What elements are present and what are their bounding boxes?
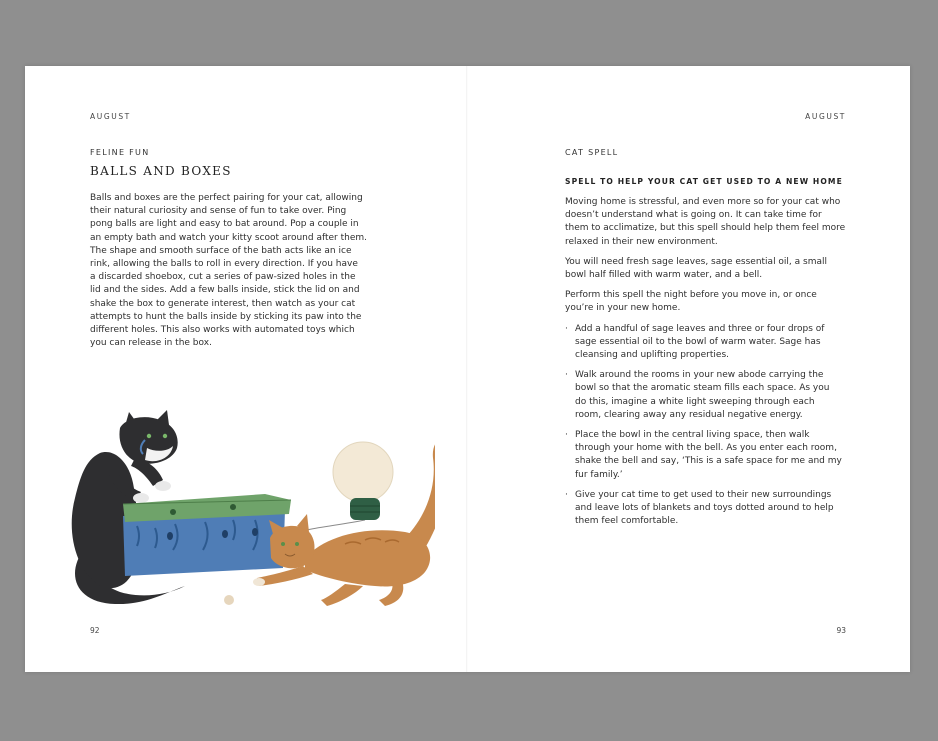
body-line: them to acclimatize, but this spell should help them feel more [565,223,846,234]
page-number-right: 93 [836,626,846,635]
body-line: through your home with the bell. As you enter each room, [575,443,837,454]
body-line: Moving home is stressful, and even more so for your cat who [565,197,841,207]
body-line: an empty bath and watch your kitty scoot around after them. [90,232,367,243]
left-page [25,66,467,672]
running-head-right: AUGUST [805,112,846,121]
list-item [565,323,847,363]
body-text-right [565,196,847,535]
body-text-left [90,192,372,350]
body-line: lid and the sides. Add a few balls inside, stick the lid on and [90,285,360,296]
body-line: Place the bowl in the central living space, then walk [575,430,810,441]
body-line: You will need fresh sage leaves, sage essential oil, a small [565,256,828,267]
body-line: attempts to hunt the balls inside by sticking its paw into the [90,311,362,322]
body-line: room, clearing away any residual negative energy. [575,409,803,420]
book-spread [25,66,910,672]
body-line: bowl so that the aromatic steam fills each space. As you [575,383,830,394]
section-label-cat-spell: CAT SPELL [565,148,619,157]
body-line: sage essential oil to the bowl of warm water. Sage has [575,336,821,347]
body-line: Add a handful of sage leaves and three or four drops of [575,323,825,334]
body-line: their natural curiosity and sense of fun to take over. Ping [90,206,347,217]
body-line: you can release in the box. [90,338,212,349]
bullet-icon: · [565,489,568,500]
body-line: and leave lots of blankets and toys dotted around to help [575,503,834,514]
list-item [565,429,847,482]
right-page [467,66,910,672]
body-line: a discarded shoebox, cut a series of paw-sized holes in the [90,272,356,283]
spell-steps-list [565,323,847,529]
body-line: Walk around the rooms in your new abode carrying the [575,370,824,381]
body-line: doesn’t understand what is going on. It can take time for [565,210,822,221]
body-line: different holes. This also works with automated toys which [90,325,355,336]
body-line: shake the bell and say, ‘This is a safe space for me and my [575,456,842,467]
body-line: The shape and smooth surface of the bath acts like an ice [90,245,352,256]
bullet-icon: · [565,323,568,334]
ginger-cat-tail [405,439,435,548]
lamp-base [350,498,380,520]
body-line: bowl half filled with warm water, and a bell. [565,270,763,281]
spell-heading: SPELL TO HELP YOUR CAT GET USED TO A NEW HOME [565,177,843,186]
ping-pong-ball-icon [224,595,234,605]
body-line: Perform this spell the night before you move in, or once [565,290,817,301]
list-item [565,489,847,529]
bullet-icon: · [565,430,568,441]
list-item [565,369,847,422]
paragraph [565,196,847,249]
body-line: you’re in your new home. [565,303,681,314]
body-line: cleansing and uplifting properties. [575,350,729,361]
body-line: Balls and boxes are the perfect pairing for your cat, allowing [90,193,363,203]
running-head-left: AUGUST [90,112,131,121]
section-label-feline-fun: FELINE FUN [90,148,150,157]
body-line: pong balls are light and easy to bat around. Pop a couple in [90,219,359,230]
body-line: Give your cat time to get used to their new surroundings [575,489,832,500]
lamp-ball-icon [333,442,393,502]
paragraph [565,256,847,282]
cats-playing-illustration [45,408,435,614]
body-line: do this, imagine a white light sweeping through each [575,396,815,407]
body-line: them feel comfortable. [575,516,679,527]
page-number-left: 92 [90,626,100,635]
body-line: rink, allowing the balls to roll in every direction. If you have [90,259,358,270]
body-line: relaxed in their new environment. [565,236,718,247]
body-line: fur family.’ [575,469,623,480]
paragraph [565,289,847,315]
bullet-icon: · [565,370,568,381]
page-title: BALLS AND BOXES [90,164,232,178]
body-line: shake the box to generate interest, then watch as your cat [90,298,356,309]
